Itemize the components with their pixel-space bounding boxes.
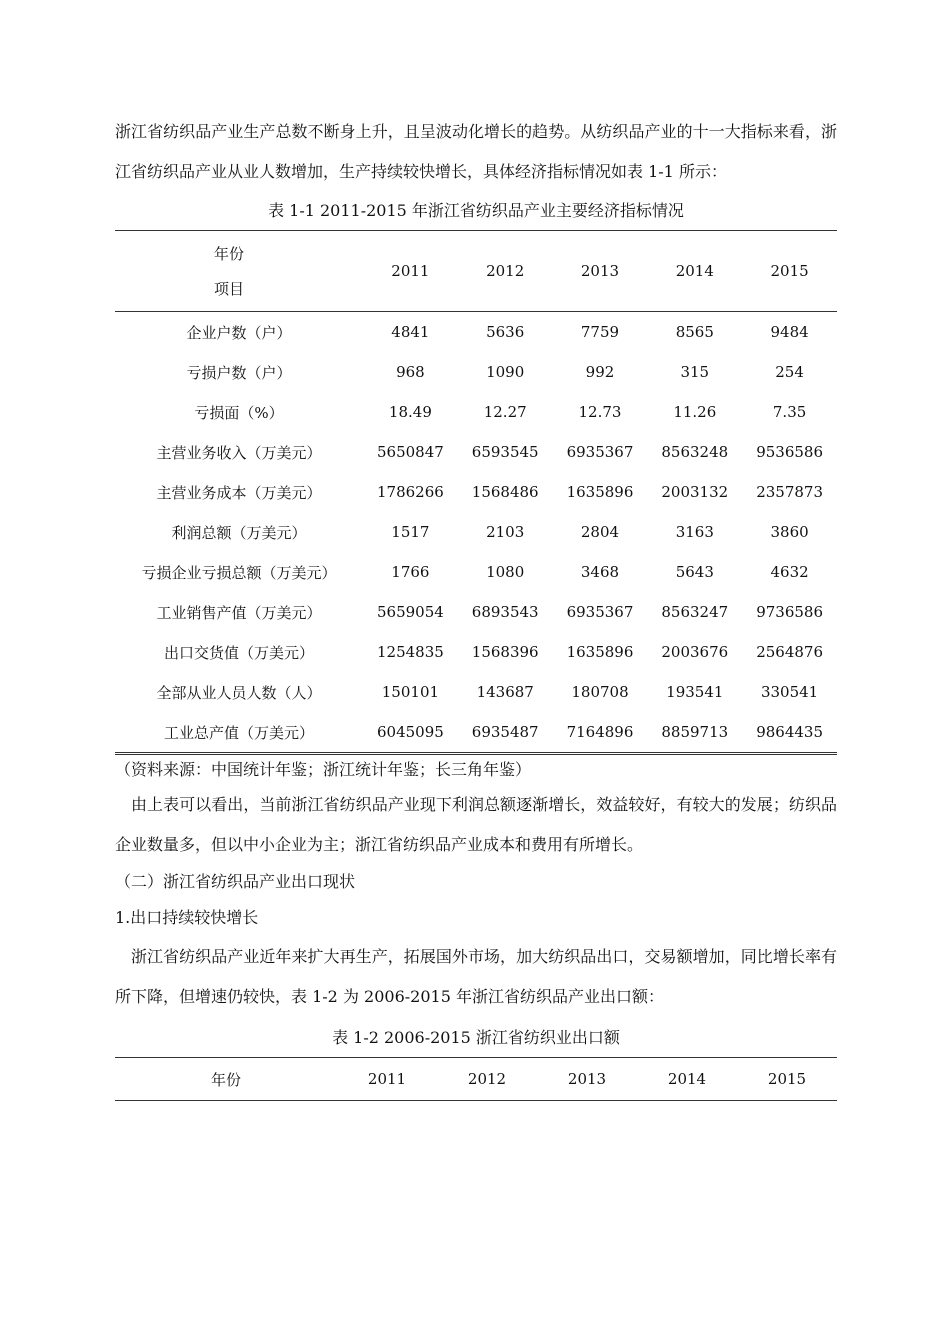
subsection-heading: 1.出口持续较快增长 (115, 908, 259, 927)
table2-year-header: 2013 (567, 1070, 607, 1088)
intro-paragraph: 浙江省纺织品产业生产总数不断身上升，且呈波动化增长的趋势。从纺织品产业的十一大指标来看，浙江省纺织品产业从业人数增加，生产持续较快增长，具体经济指标情况如表 1-1 所示： (115, 122, 837, 181)
table1-row (115, 632, 837, 672)
table1-row-label: 出口交货值（万美元） (163, 643, 314, 662)
table1-cell: 1090 (486, 363, 525, 381)
table1-cell: 6935487 (471, 723, 539, 741)
table1-header-row (115, 231, 837, 312)
table2-header-row (115, 1058, 837, 1101)
table2-export-volume (115, 1057, 837, 1101)
table1-cell: 1254835 (376, 643, 444, 661)
table1-economic-indicators (115, 230, 837, 755)
table1-header-corner (115, 231, 363, 312)
table1-cell: 12.27 (483, 403, 527, 421)
table1-cell: 6045095 (376, 723, 444, 741)
table1-cell: 254 (775, 363, 804, 381)
table1-row (115, 592, 837, 632)
table1-cell: 2103 (486, 523, 525, 541)
table1-cell: 6593545 (471, 443, 539, 461)
table1-row (115, 712, 837, 754)
table1-cell: 5636 (486, 323, 525, 341)
table1-cell: 180708 (571, 683, 629, 701)
table2-year-header: 2015 (767, 1070, 807, 1088)
table1-year-header: 2013 (580, 262, 620, 280)
document-page (115, 112, 837, 1101)
table1-cell: 3860 (770, 523, 809, 541)
table1-cell: 992 (585, 363, 615, 381)
table1-row (115, 552, 837, 592)
table1-row-label: 全部从业人员人数（人） (156, 683, 322, 702)
table1-row (115, 512, 837, 552)
table1-row (115, 312, 837, 353)
table1-cell: 1080 (486, 563, 525, 581)
table1-cell: 2003132 (661, 483, 729, 501)
export-paragraph: 浙江省纺织品产业近年来扩大再生产，拓展国外市场，加大纺织品出口，交易额增加，同比增长率有所下降，但增速仍较快，表 1-2 为 2006-2015 年浙江省纺织品产业出口额： (115, 947, 837, 1006)
table1-cell: 6935367 (566, 443, 634, 461)
table1-row (115, 352, 837, 392)
table1-cell: 3468 (580, 563, 620, 581)
table1-cell: 5643 (675, 563, 714, 581)
table1-cell: 7.35 (772, 403, 807, 421)
table1-cell: 9864435 (756, 723, 823, 741)
table1-row-label: 利润总额（万美元） (171, 523, 307, 542)
table1-cell: 2357873 (756, 483, 823, 501)
table1-row-label: 亏损面（%） (194, 403, 284, 422)
table1-cell: 4632 (770, 563, 809, 581)
table1-row (115, 432, 837, 472)
table1-cell: 1786266 (376, 483, 444, 501)
table1-row (115, 392, 837, 432)
table1-cell: 4841 (391, 323, 430, 341)
table1-row-label: 主营业务成本（万美元） (156, 483, 322, 502)
table1-row (115, 472, 837, 512)
table1-cell: 7759 (580, 323, 620, 341)
table1-row-label: 亏损企业亏损总额（万美元） (141, 563, 337, 582)
table1-row-label: 工业总产值（万美元） (163, 723, 314, 742)
table1-cell: 2804 (580, 523, 620, 541)
table1-cell: 150101 (381, 683, 440, 701)
table1-cell: 3163 (675, 523, 714, 541)
table1-cell: 8859713 (661, 723, 729, 741)
section-heading: （二）浙江省纺织品产业出口现状 (115, 872, 356, 891)
table1-cell: 5650847 (376, 443, 444, 461)
table2-year-header: 2012 (467, 1070, 507, 1088)
header-year-label: 年份 (213, 245, 244, 263)
table1-cell: 7164896 (566, 723, 634, 741)
table1-cell: 330541 (760, 683, 819, 701)
table1-cell: 6935367 (566, 603, 634, 621)
table1-year-header: 2011 (391, 262, 430, 280)
table1-cell: 143687 (476, 683, 534, 701)
analysis-paragraph: 由上表可以看出，当前浙江省纺织品产业现下利润总额逐渐增长，效益较好，有较大的发展；纺织品企业数量多，但以中小企业为主；浙江省纺织品产业成本和费用有所增长。 (115, 795, 837, 854)
table1-cell: 193541 (666, 683, 724, 701)
table1-cell: 5659054 (376, 603, 444, 621)
table2-header-label: 年份 (210, 1070, 241, 1089)
table1-cell: 12.73 (578, 403, 622, 421)
table1-cell: 1517 (391, 523, 430, 541)
table1-cell: 1766 (391, 563, 430, 581)
table2-year-header: 2014 (667, 1070, 707, 1088)
table1-cell: 11.26 (673, 403, 717, 421)
table1-cell: 6893543 (471, 603, 539, 621)
table1-year-header: 2014 (675, 262, 714, 280)
table1-cell: 9484 (770, 323, 809, 341)
table1-cell: 2564876 (756, 643, 823, 661)
table1-cell: 1568486 (471, 483, 539, 501)
table2-year-header: 2011 (367, 1070, 407, 1088)
table1-row-label: 主营业务收入（万美元） (156, 443, 322, 462)
table1-cell: 8563247 (661, 603, 729, 621)
table1-cell: 1635896 (566, 483, 634, 501)
table1-cell: 9536586 (756, 443, 823, 461)
table1-row-label: 企业户数（户） (186, 323, 292, 342)
table1-cell: 968 (396, 363, 425, 381)
table1-cell: 18.49 (388, 403, 432, 421)
table1-cell: 8563248 (661, 443, 729, 461)
table1-cell: 1635896 (566, 643, 634, 661)
table1-caption: 表 1-1 2011-2015 年浙江省纺织品产业主要经济指标情况 (268, 201, 684, 220)
table1-cell: 9736586 (756, 603, 823, 621)
table1-year-header: 2015 (770, 262, 809, 280)
table1-row (115, 672, 837, 712)
table1-cell: 2003676 (661, 643, 729, 661)
header-item-label: 项目 (213, 280, 244, 298)
table1-cell: 1568396 (471, 643, 539, 661)
table1-year-header: 2012 (486, 262, 525, 280)
table1-row-label: 工业销售产值（万美元） (156, 603, 322, 622)
table1-body (115, 312, 837, 754)
table1-cell: 8565 (675, 323, 714, 341)
table1-row-label: 亏损户数（户） (186, 363, 292, 382)
table2-caption: 表 1-2 2006-2015 浙江省纺织业出口额 (332, 1028, 620, 1047)
table1-source-note: （资料来源：中国统计年鉴；浙江统计年鉴；长三角年鉴） (115, 760, 532, 779)
table1-cell: 315 (680, 363, 710, 381)
